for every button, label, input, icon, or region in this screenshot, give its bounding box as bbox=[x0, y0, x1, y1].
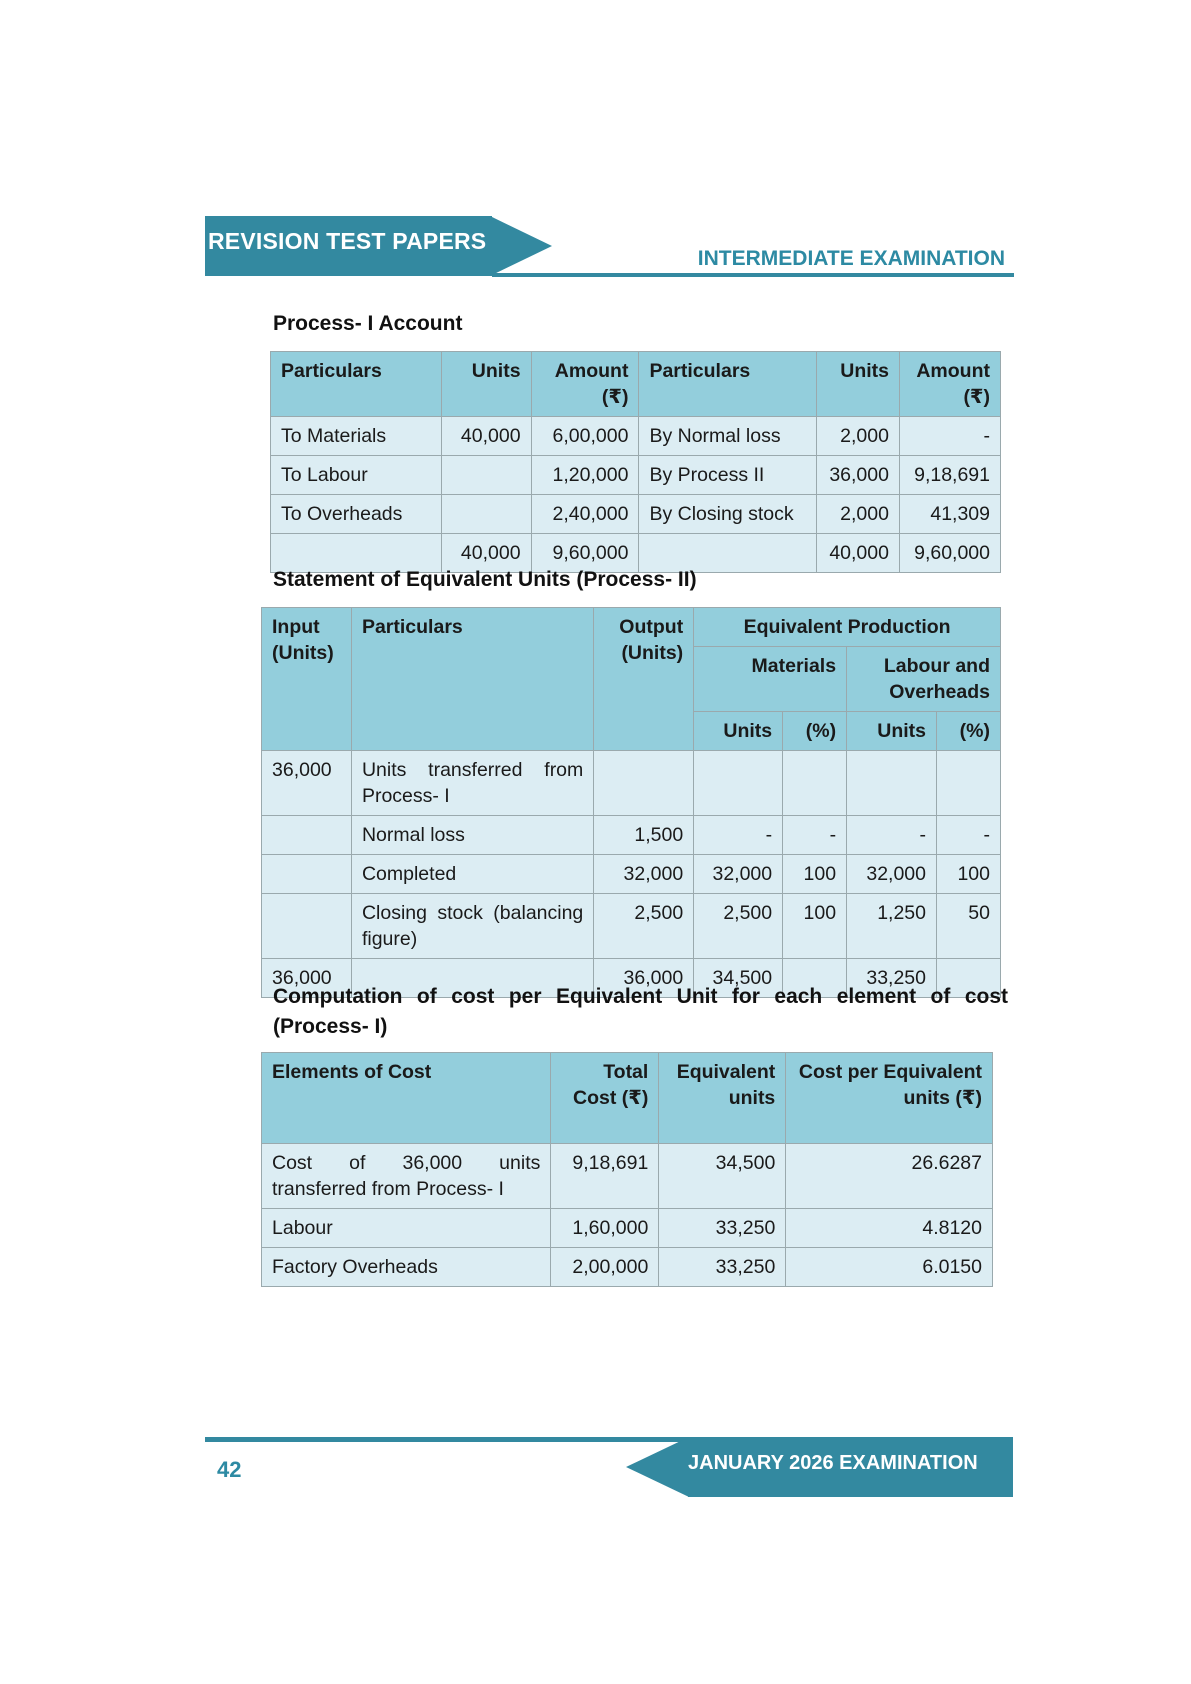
cell: 2,000 bbox=[817, 417, 900, 456]
cell bbox=[937, 751, 1001, 816]
header-title: REVISION TEST PAPERS bbox=[208, 228, 487, 254]
footer-arrow bbox=[626, 1437, 689, 1497]
col-header: Input (Units) bbox=[262, 608, 352, 751]
cell bbox=[847, 751, 937, 816]
cell: 36,000 bbox=[817, 456, 900, 495]
col-header: Units bbox=[441, 352, 531, 417]
cell: 2,500 bbox=[694, 894, 783, 959]
cell: 1,60,000 bbox=[551, 1209, 659, 1248]
col-header: Total Cost (₹) bbox=[551, 1053, 659, 1144]
cell bbox=[262, 855, 352, 894]
cell: 6.0150 bbox=[786, 1248, 993, 1287]
cell: 36,000 bbox=[594, 959, 694, 998]
process1-heading: Process- I Account bbox=[273, 312, 463, 335]
cell: - bbox=[937, 816, 1001, 855]
cell: 100 bbox=[783, 894, 847, 959]
cell bbox=[262, 894, 352, 959]
col-header: Equivalent units bbox=[659, 1053, 786, 1144]
cell: 33,250 bbox=[659, 1209, 786, 1248]
cell: By Process II bbox=[639, 456, 817, 495]
equiv-heading: Statement of Equivalent Units (Process- II) bbox=[273, 568, 697, 591]
col-header: Units bbox=[847, 712, 937, 751]
cell: 36,000 bbox=[262, 959, 352, 998]
cell: - bbox=[694, 816, 783, 855]
cell bbox=[694, 751, 783, 816]
cell: - bbox=[783, 816, 847, 855]
cell: 32,000 bbox=[594, 855, 694, 894]
table-header-row bbox=[271, 352, 1001, 417]
col-header: Amount (₹) bbox=[899, 352, 1000, 417]
cell: 33,250 bbox=[659, 1248, 786, 1287]
table-header-row bbox=[262, 1053, 993, 1144]
table-row bbox=[262, 855, 1001, 894]
header-subtitle: INTERMEDIATE EXAMINATION bbox=[697, 247, 1005, 270]
cell: 26.6287 bbox=[786, 1144, 993, 1209]
cell: Completed bbox=[351, 855, 593, 894]
cell: 34,500 bbox=[659, 1144, 786, 1209]
cell: 2,000 bbox=[817, 495, 900, 534]
cell: Labour bbox=[262, 1209, 551, 1248]
cell: 4.8120 bbox=[786, 1209, 993, 1248]
cell: 32,000 bbox=[694, 855, 783, 894]
table-row bbox=[271, 495, 1001, 534]
footer-rule bbox=[205, 1437, 690, 1442]
process1-table bbox=[270, 351, 1001, 573]
header-rule bbox=[492, 273, 1014, 277]
cell: - bbox=[847, 816, 937, 855]
col-header: (%) bbox=[937, 712, 1001, 751]
cell bbox=[262, 816, 352, 855]
cell: Factory Overheads bbox=[262, 1248, 551, 1287]
cell: 9,60,000 bbox=[531, 534, 639, 573]
col-header: Units bbox=[694, 712, 783, 751]
cell bbox=[783, 751, 847, 816]
cell: By Closing stock bbox=[639, 495, 817, 534]
col-header: Particulars bbox=[271, 352, 442, 417]
table-row bbox=[262, 751, 1001, 816]
footer-title: JANUARY 2026 EXAMINATION bbox=[688, 1452, 978, 1474]
cell bbox=[441, 456, 531, 495]
table-row bbox=[262, 1144, 993, 1209]
col-header: Amount (₹) bbox=[531, 352, 639, 417]
cell: 100 bbox=[937, 855, 1001, 894]
table-row bbox=[262, 1209, 993, 1248]
cell: 9,18,691 bbox=[899, 456, 1000, 495]
page-number: 42 bbox=[217, 1457, 242, 1482]
cell: To Overheads bbox=[271, 495, 442, 534]
table-total-row bbox=[271, 534, 1001, 573]
cell: 2,00,000 bbox=[551, 1248, 659, 1287]
cost-table bbox=[261, 1052, 993, 1287]
cell: Normal loss bbox=[351, 816, 593, 855]
cell: 6,00,000 bbox=[531, 417, 639, 456]
cell: 1,20,000 bbox=[531, 456, 639, 495]
cell bbox=[639, 534, 817, 573]
cell: To Materials bbox=[271, 417, 442, 456]
col-header: Equivalent Production bbox=[694, 608, 1001, 647]
col-header: Output (Units) bbox=[594, 608, 694, 751]
cell: Units transferred from Process- I bbox=[351, 751, 593, 816]
col-header: Elements of Cost bbox=[262, 1053, 551, 1144]
col-header: Labour and Overheads bbox=[847, 647, 1001, 712]
cell: 2,40,000 bbox=[531, 495, 639, 534]
cell: 1,250 bbox=[847, 894, 937, 959]
cell: - bbox=[899, 417, 1000, 456]
cell: 40,000 bbox=[441, 534, 531, 573]
cell: 40,000 bbox=[817, 534, 900, 573]
cell: 1,500 bbox=[594, 816, 694, 855]
col-header: Particulars bbox=[639, 352, 817, 417]
cell: 40,000 bbox=[441, 417, 531, 456]
cell bbox=[271, 534, 442, 573]
cell: 33,250 bbox=[847, 959, 937, 998]
cell: By Normal loss bbox=[639, 417, 817, 456]
cell bbox=[441, 495, 531, 534]
cost-heading: Computation of cost per Equivalent Unit for each element of cost (Process- I) bbox=[273, 985, 1008, 1038]
cell: 32,000 bbox=[847, 855, 937, 894]
cell: 2,500 bbox=[594, 894, 694, 959]
col-header: Materials bbox=[694, 647, 847, 712]
cell: Closing stock (balancing figure) bbox=[351, 894, 593, 959]
table-row bbox=[262, 816, 1001, 855]
table-row bbox=[271, 456, 1001, 495]
cell: Cost of 36,000 units transferred from Process- I bbox=[262, 1144, 551, 1209]
cell: 41,309 bbox=[899, 495, 1000, 534]
table-row bbox=[271, 417, 1001, 456]
cell bbox=[594, 751, 694, 816]
table-row bbox=[262, 1248, 993, 1287]
col-header: Units bbox=[817, 352, 900, 417]
cell: To Labour bbox=[271, 456, 442, 495]
equiv-table bbox=[261, 607, 1001, 998]
header-arrow bbox=[490, 216, 552, 276]
cell: 9,60,000 bbox=[899, 534, 1000, 573]
cell: 100 bbox=[783, 855, 847, 894]
cell: 34,500 bbox=[694, 959, 783, 998]
cell: 36,000 bbox=[262, 751, 352, 816]
cell: 9,18,691 bbox=[551, 1144, 659, 1209]
col-header: Particulars bbox=[351, 608, 593, 751]
col-header: Cost per Equivalent units (₹) bbox=[786, 1053, 993, 1144]
table-row bbox=[262, 894, 1001, 959]
table-header-row bbox=[262, 608, 1001, 647]
cell: 50 bbox=[937, 894, 1001, 959]
col-header: (%) bbox=[783, 712, 847, 751]
